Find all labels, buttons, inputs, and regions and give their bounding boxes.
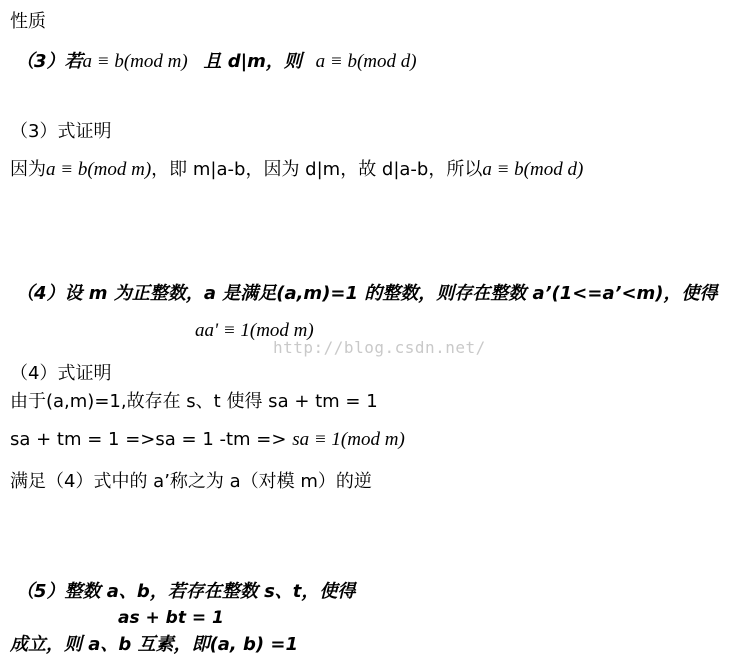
proof-4-line-2-text: sa + tm = 1 =>sa = 1 -tm => [10, 429, 293, 450]
property-5-line-2: 成立，则 a、b 互素，即(a, b) =1 [10, 634, 299, 655]
property-4-formula: aa' ≡ 1(mod m) [195, 320, 314, 341]
property-4-statement: （4）设 m 为正整数，a 是满足(a,m)=1 的整数，则存在整数 a’(1<=a’<m)，使得 [16, 283, 718, 304]
proof-3-math-2: a ≡ b(mod d) [482, 159, 584, 180]
proof-3-title: （3）式证明 [10, 121, 112, 142]
property-3-congruence-m: a ≡ b(mod m) [82, 51, 188, 72]
section-heading: 性质 [10, 11, 46, 32]
proof-4-line-1: 由于(a,m)=1,故存在 s、t 使得 sa + tm = 1 [10, 391, 378, 412]
proof-4-title: （4）式证明 [10, 363, 112, 384]
property-3 [16, 50, 417, 74]
property-3-congruence-d: a ≡ b(mod d) [315, 51, 417, 72]
proof-4-line-3: 满足（4）式中的 a’称之为 a（对模 m）的逆 [10, 471, 372, 492]
proof-3-body [10, 158, 583, 182]
property-3-condition: 且 d|m，则 [203, 51, 302, 72]
property-5-line-1: （5）整数 a、b，若存在整数 s、t，使得 [16, 581, 356, 602]
property-3-label: （3）若 [16, 51, 83, 72]
proof-3-text-2: ，即 m|a-b，因为 d|m，故 d|a-b，所以 [151, 159, 483, 180]
proof-4-line-2 [10, 428, 405, 452]
proof-3-math-1: a ≡ b(mod m) [46, 159, 152, 180]
watermark: http://blog.csdn.net/ [273, 338, 486, 357]
proof-3-text-1: 因为 [10, 159, 46, 180]
property-5-formula: as + bt = 1 [118, 608, 224, 628]
proof-4-line-2-math: sa ≡ 1(mod m) [292, 429, 405, 450]
